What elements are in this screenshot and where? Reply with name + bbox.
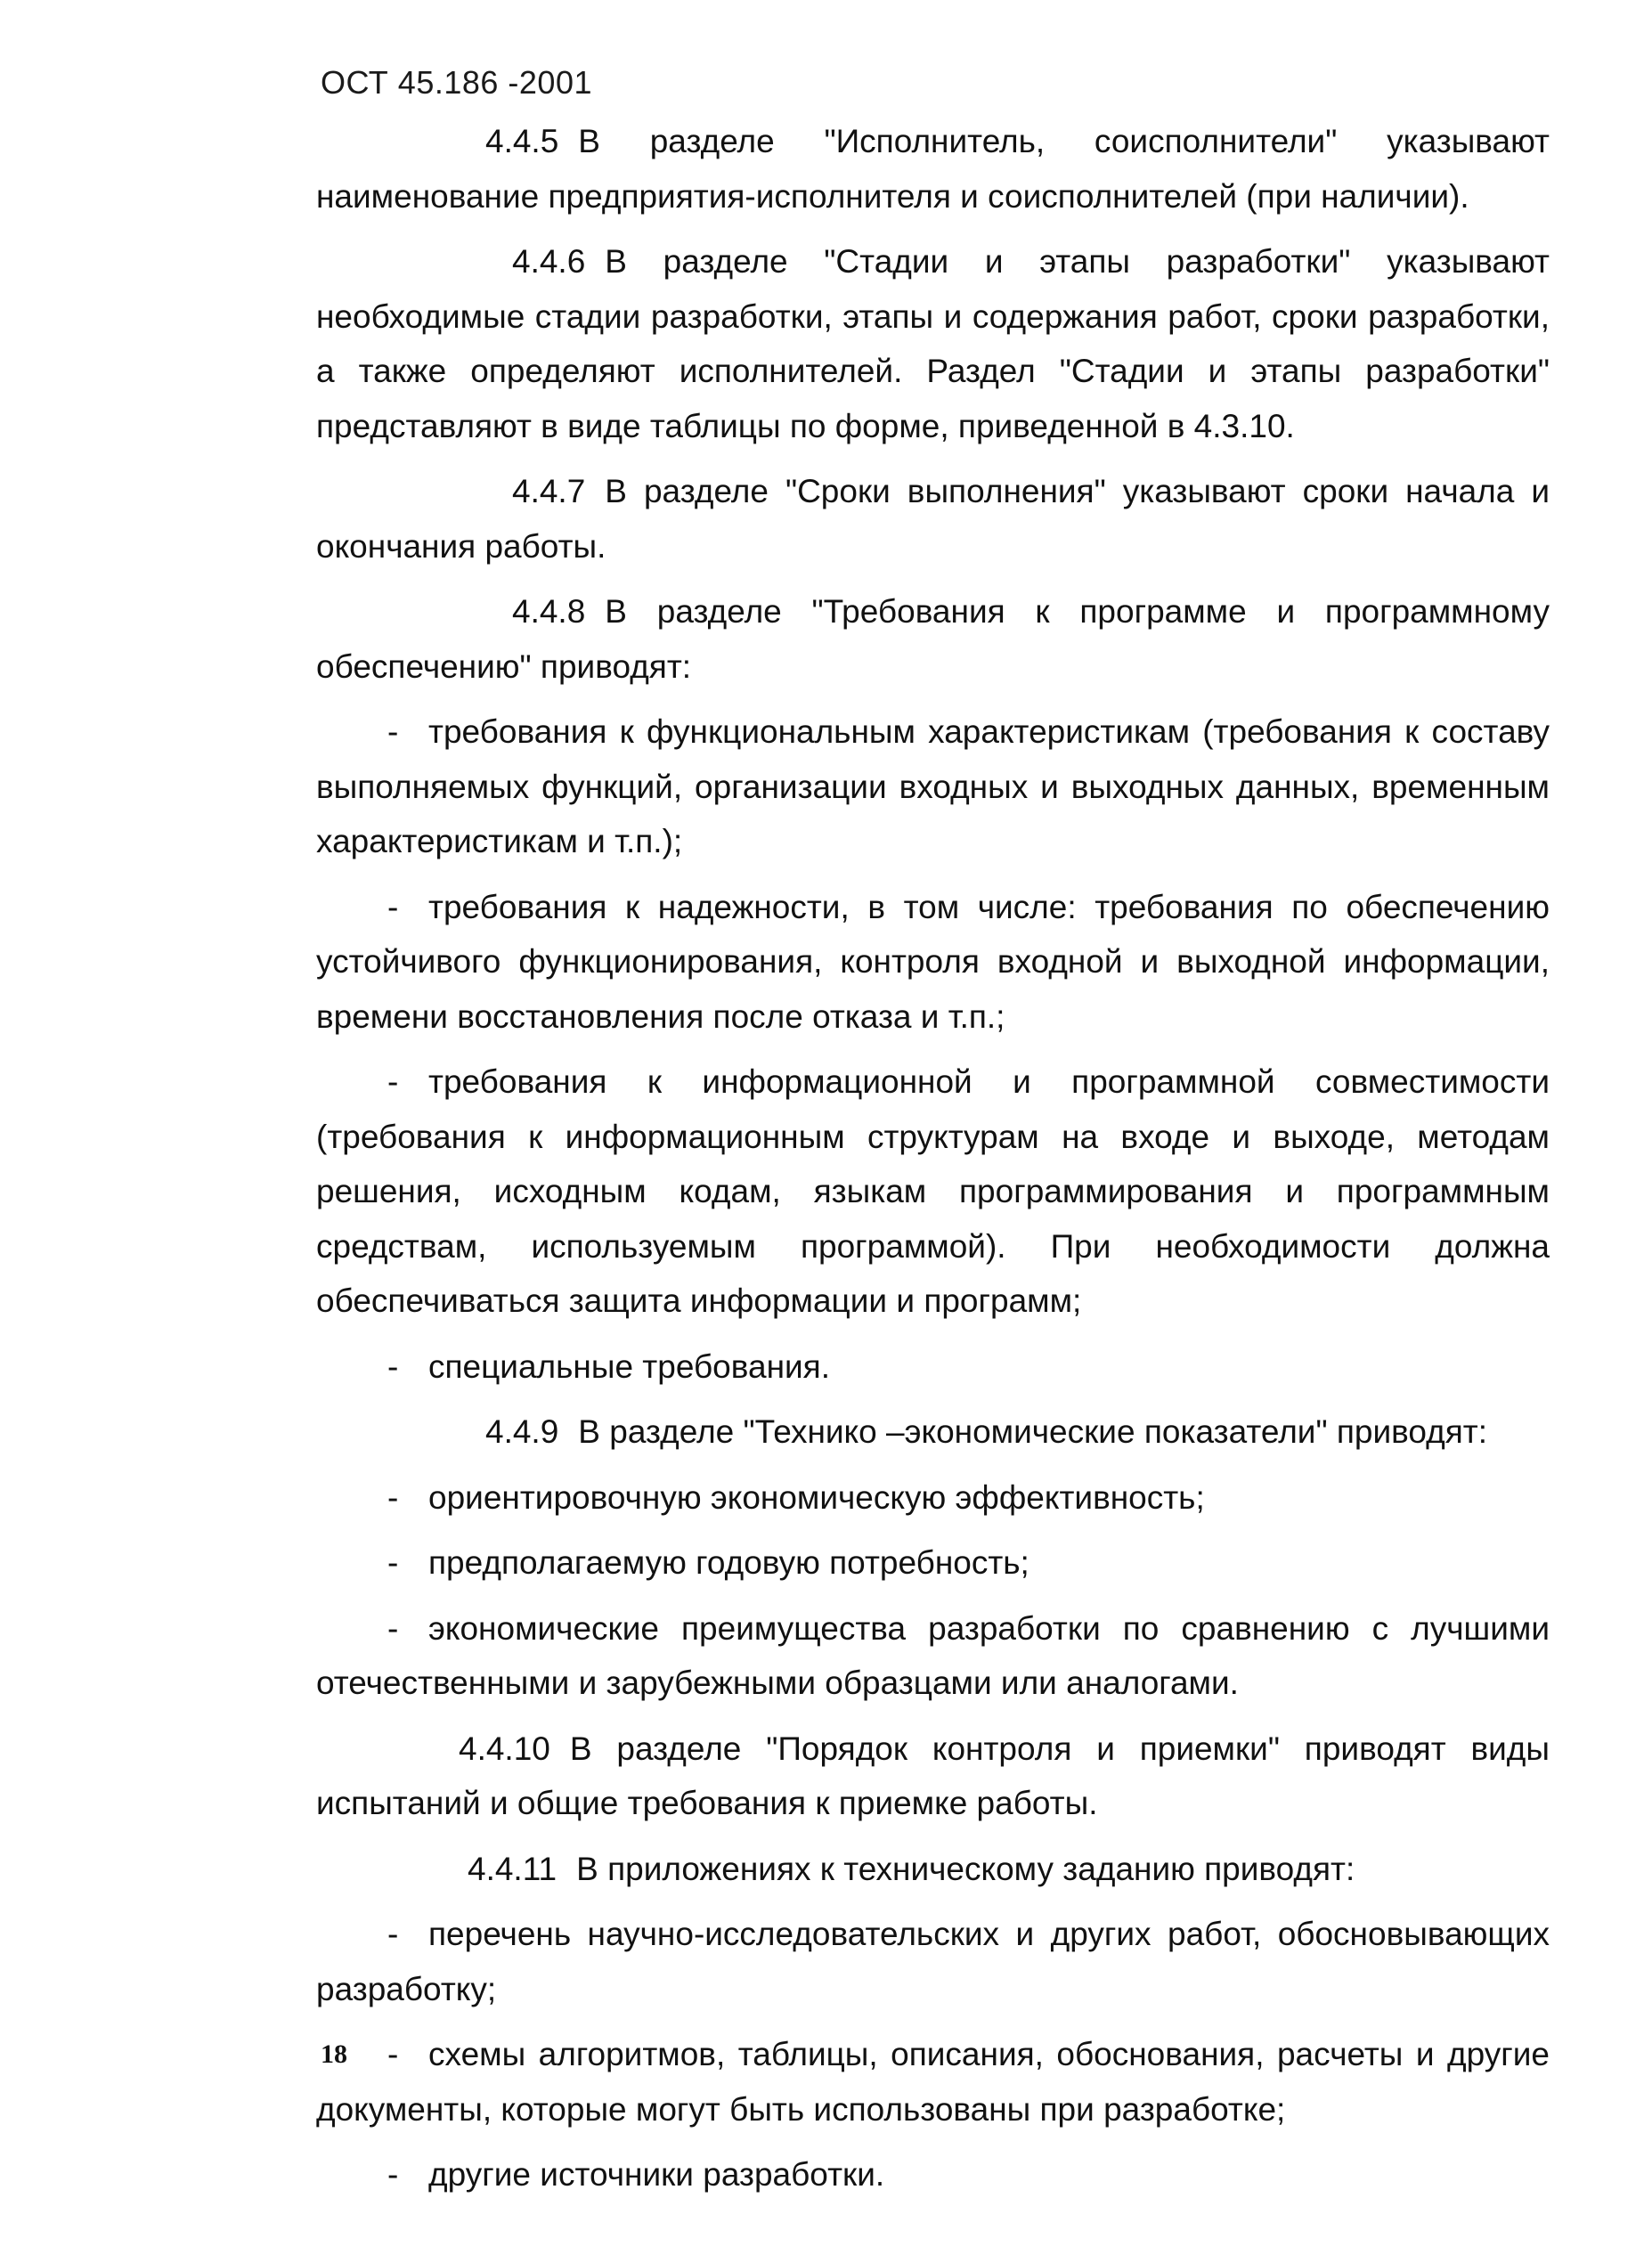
clause-text: В разделе "Технико –экономические показатели" приводят: bbox=[578, 1413, 1488, 1450]
list-item-text: экономические преимущества разработки по сравнению с лучшими отечественными и зарубежными образцами или аналогами. bbox=[316, 1609, 1550, 1701]
list-item-text: перечень научно-исследовательских и других работ, обосновывающих разработку; bbox=[316, 1916, 1550, 2007]
clause-number: 4.4.7 bbox=[512, 473, 586, 509]
list-item-text: специальные требования. bbox=[428, 1347, 830, 1385]
clause-number: 4.4.10 bbox=[459, 1730, 550, 1767]
clause-4-4-7 bbox=[316, 464, 1550, 574]
list-item bbox=[316, 880, 1550, 1045]
clause-4-4-8 bbox=[316, 584, 1550, 694]
list-dash: - bbox=[387, 2156, 399, 2193]
clause-text: В разделе "Исполнитель, соисполнители" указывают наименование предприятия-исполнителя и соисполнителей (при наличии). bbox=[316, 123, 1550, 215]
list-item-text: ориентировочную экономическую эффективность; bbox=[428, 1478, 1205, 1516]
list-item-text: предполагаемую годовую потребность; bbox=[428, 1544, 1029, 1581]
list-item bbox=[316, 1535, 1550, 1591]
list-item bbox=[316, 2147, 1550, 2202]
list-item bbox=[316, 1470, 1550, 1526]
clause-4-4-11 bbox=[316, 1842, 1550, 1897]
list-dash: - bbox=[387, 2036, 399, 2072]
list-dash: - bbox=[387, 1609, 399, 1647]
clause-4-4-10 bbox=[316, 1722, 1550, 1831]
list-dash: - bbox=[387, 888, 399, 925]
list-item bbox=[316, 1054, 1550, 1329]
clause-text: В приложениях к техническому заданию приводят: bbox=[576, 1850, 1355, 1887]
clause-number: 4.4.9 bbox=[485, 1413, 559, 1450]
clause-number: 4.4.11 bbox=[468, 1850, 557, 1887]
page-number: 18 bbox=[321, 2039, 347, 2069]
clause-number: 4.4.8 bbox=[512, 593, 586, 630]
list-item bbox=[316, 704, 1550, 869]
clause-4-4-6 bbox=[316, 234, 1550, 453]
list-item bbox=[316, 1339, 1550, 1395]
list-item-text: другие источники разработки. bbox=[428, 2156, 885, 2193]
list-dash: - bbox=[387, 1063, 399, 1100]
list-item-text: требования к функциональным характеристикам (требования к составу выполняемых функций, организации входных и выходных данных, временным характеристикам и т.п.); bbox=[316, 713, 1550, 859]
document-body bbox=[316, 114, 1550, 2213]
clause-text: В разделе "Стадии и этапы разработки" указывают необходимые стадии разработки, этапы и содержания работ, сроки разработки, а также определяют исполнителей. Раздел "Стадии и этапы разработки" представляют в виде таблицы по форме, приведенной в 4.3.10. bbox=[316, 243, 1550, 444]
list-dash: - bbox=[387, 1478, 399, 1516]
clause-text: В разделе "Порядок контроля и приемки" приводят виды испытаний и общие требования к приемке работы. bbox=[316, 1730, 1550, 1821]
clause-4-4-5 bbox=[316, 114, 1550, 224]
document-code-header: ОСТ 45.186 -2001 bbox=[321, 64, 592, 101]
list-item bbox=[316, 1601, 1550, 1711]
list-item-text: схемы алгоритмов, таблицы, описания, обоснования, расчеты и другие документы, которые могут быть использованы при разработке; bbox=[316, 2036, 1550, 2128]
list-dash: - bbox=[387, 1544, 399, 1581]
list-item-text: требования к надежности, в том числе: требования по обеспечению устойчивого функционирования, контроля входной и выходной информации, времени восстановления после отказа и т.п.; bbox=[316, 888, 1550, 1035]
list-item bbox=[316, 1907, 1550, 2016]
clause-4-4-9 bbox=[316, 1404, 1550, 1460]
list-item bbox=[316, 2027, 1550, 2137]
list-dash: - bbox=[387, 1347, 399, 1385]
clause-text: В разделе "Требования к программе и программному обеспечению" приводят: bbox=[316, 593, 1550, 685]
list-item-text: требования к информационной и программной совместимости (требования к информационным структурам на входе и выходе, методам решения, исходным кодам, языкам программирования и программным средствам, используемым программой). При необходимости должна обеспечиваться защита информации и программ; bbox=[316, 1063, 1550, 1319]
list-dash: - bbox=[387, 713, 399, 750]
clause-text: В разделе "Сроки выполнения" указывают сроки начала и окончания работы. bbox=[316, 473, 1550, 565]
clause-number: 4.4.6 bbox=[512, 243, 586, 280]
list-dash: - bbox=[387, 1916, 399, 1952]
clause-number: 4.4.5 bbox=[485, 123, 559, 159]
